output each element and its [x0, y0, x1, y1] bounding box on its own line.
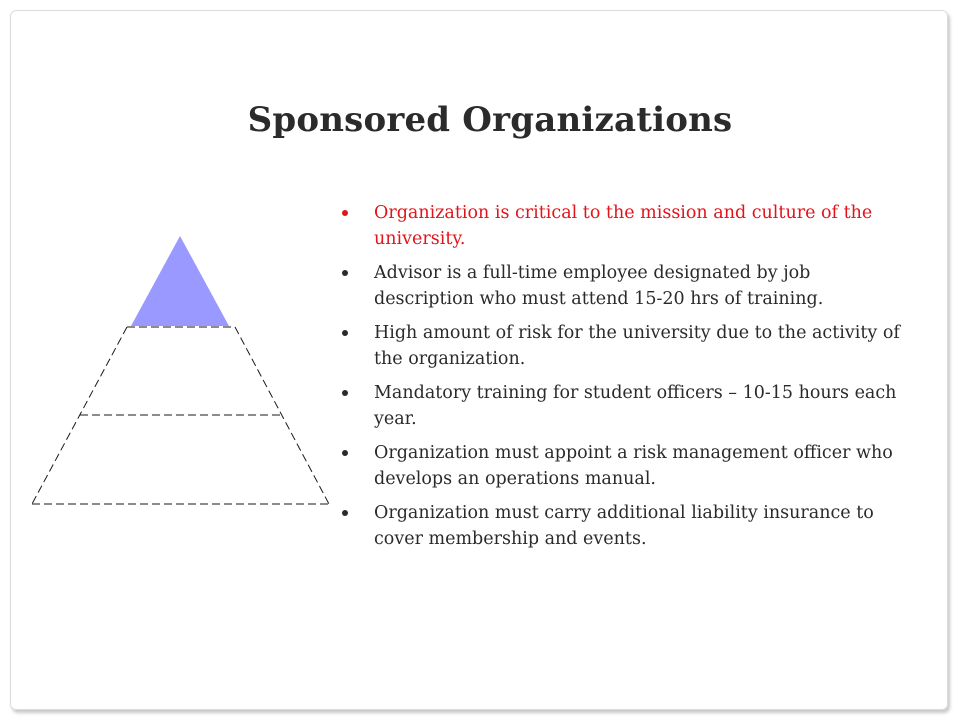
bullet-text: Mandatory training for student officers – 10-15 hours each year. — [374, 383, 897, 429]
bullet-text: Advisor is a full-time employee designated by job description who must attend 15-20 hrs of training. — [374, 263, 824, 309]
bullet-item — [340, 200, 910, 252]
bullet-text: Organization is critical to the mission and culture of the university. — [374, 203, 873, 249]
bullet-text: Organization must appoint a risk management officer who develops an operations manual. — [374, 443, 893, 489]
bullet-dot-icon — [342, 510, 348, 516]
bullet-dot-icon — [342, 210, 348, 216]
bullet-text: Organization must carry additional liability insurance to cover membership and events. — [374, 503, 874, 549]
bullet-dot-icon — [342, 390, 348, 396]
bullet-dot-icon — [342, 270, 348, 276]
bullet-item — [340, 380, 910, 432]
slide-title: Sponsored Organizations — [247, 100, 733, 140]
bullet-text: High amount of risk for the university due to the activity of the organization. — [374, 323, 900, 369]
bullet-dot-icon — [342, 450, 348, 456]
bullet-dot-icon — [342, 330, 348, 336]
bullet-item — [340, 320, 910, 372]
bullet-item — [340, 500, 910, 552]
bullet-item — [340, 260, 910, 312]
pyramid-left-edge — [32, 327, 127, 504]
bullet-list — [340, 200, 910, 560]
bullet-item — [340, 440, 910, 492]
pyramid-top-tier — [131, 236, 229, 326]
